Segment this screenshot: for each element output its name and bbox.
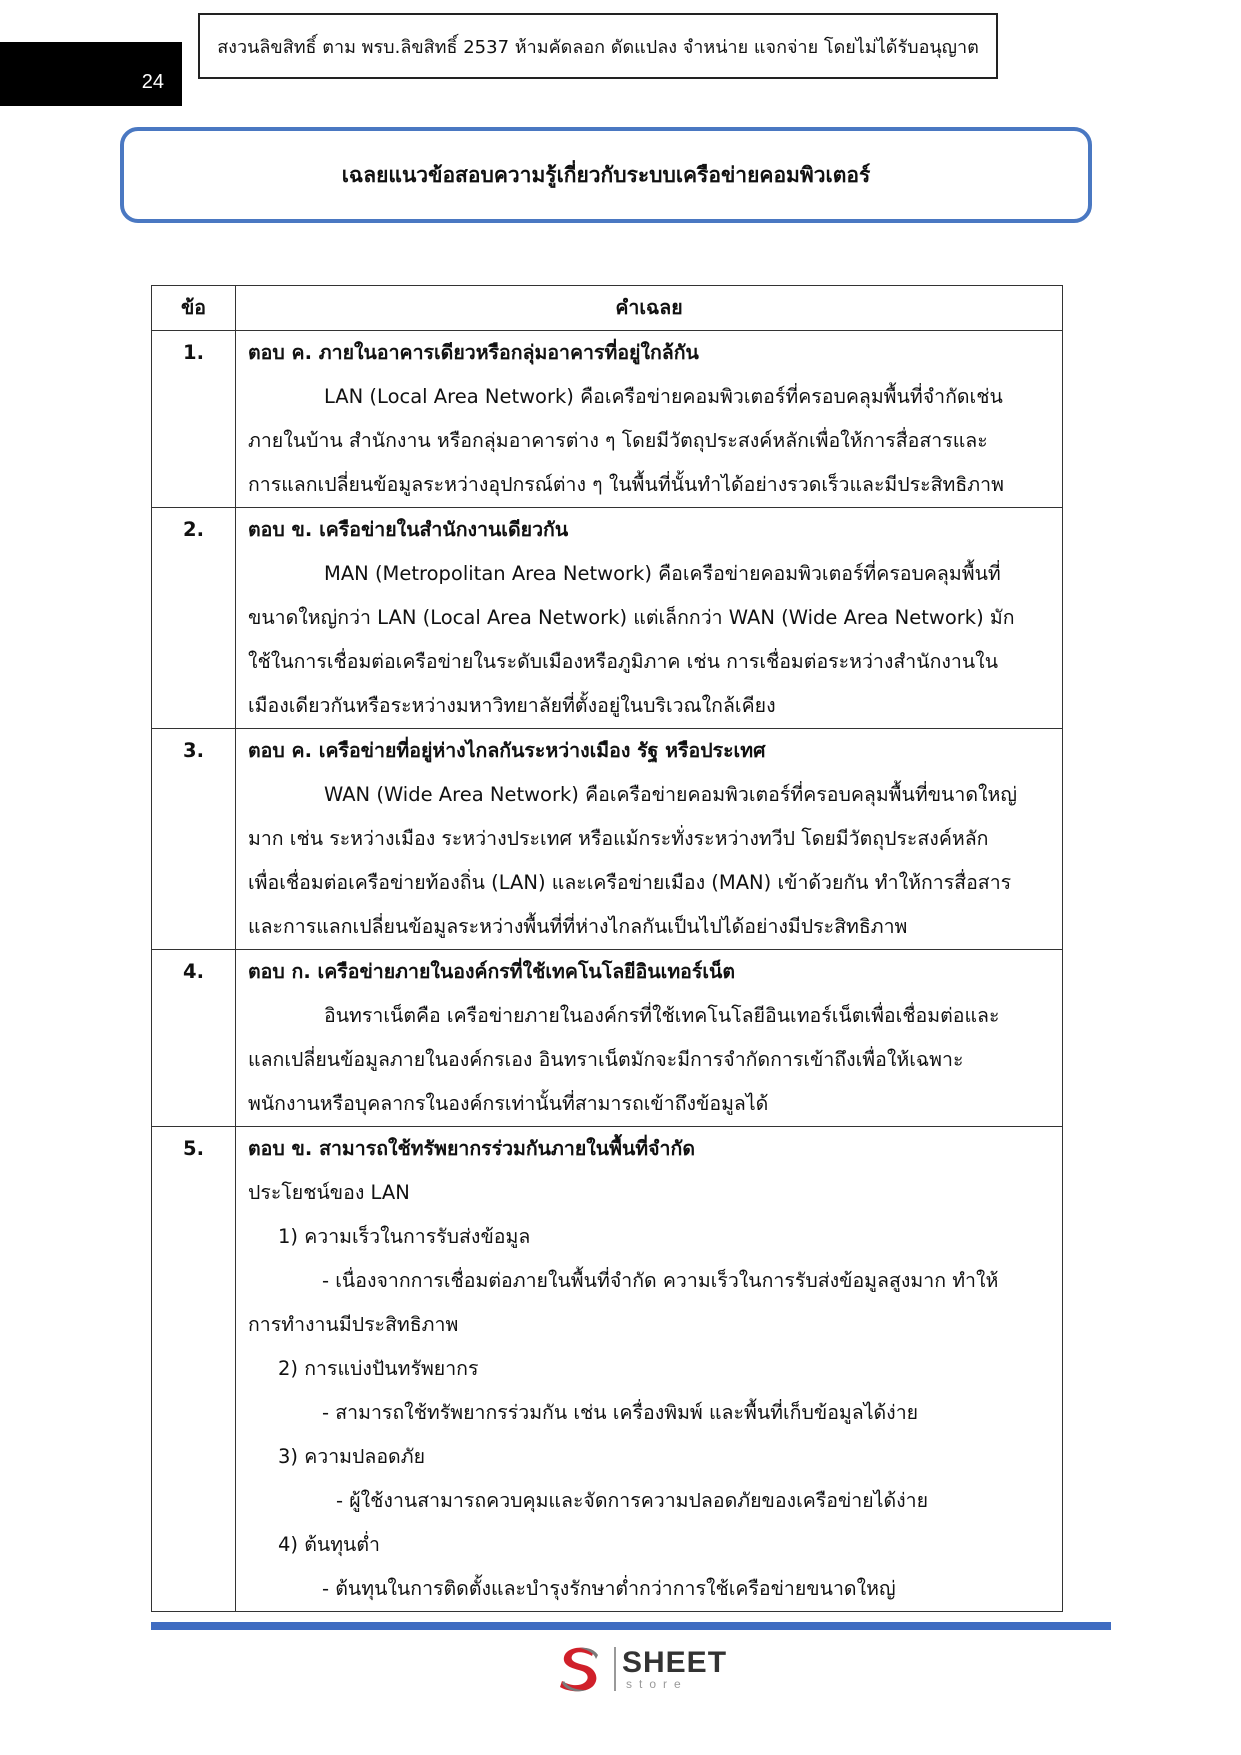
copyright-notice-box	[198, 13, 998, 79]
footer-bar	[151, 1622, 1111, 1630]
answer-cell	[236, 729, 1063, 950]
answer-text: อินทราเน็ตคือ เครือข่ายภายในองค์กรที่ใช้เทคโนโลยีอินเทอร์เน็ตเพื่อเชื่อมต่อและ	[324, 1004, 1000, 1027]
sheet-store-logo	[554, 1642, 727, 1696]
answer-text: WAN (Wide Area Network) คือเครือข่ายคอมพิวเตอร์ที่ครอบคลุมพื้นที่ขนาดใหญ่	[324, 783, 1017, 806]
logo-sheet-text: SHEET	[622, 1646, 728, 1679]
column-header-answer: คำเฉลย	[236, 286, 1063, 331]
answer-choice: ตอบ ก. เครือข่ายภายในองค์กรที่ใช้เทคโนโลยีอินเทอร์เน็ต	[248, 960, 736, 983]
benefits-intro: ประโยชน์ของ LAN	[248, 1181, 410, 1204]
sheet-store-s-icon	[554, 1643, 606, 1695]
answer-choice: ตอบ ข. เครือข่ายในสำนักงานเดียวกัน	[248, 518, 569, 541]
answer-text: MAN (Metropolitan Area Network) คือเครือข่ายคอมพิวเตอร์ที่ครอบคลุมพื้นที่	[324, 562, 1001, 585]
benefit-detail: - สามารถใช้ทรัพยากรร่วมกัน เช่น เครื่องพิมพ์ และพื้นที่เก็บข้อมูลได้ง่าย	[322, 1401, 919, 1424]
benefit-heading: 2) การแบ่งปันทรัพยากร	[278, 1357, 479, 1380]
logo-wordmark	[622, 1648, 727, 1690]
answer-text: ใช้ในการเชื่อมต่อเครือข่ายในระดับเมืองหรือภูมิภาค เช่น การเชื่อมต่อระหว่างสำนักงานใน	[248, 650, 999, 673]
table-row	[152, 1127, 1063, 1612]
benefit-detail: - ผู้ใช้งานสามารถควบคุมและจัดการความปลอดภัยของเครือข่ายได้ง่าย	[336, 1489, 929, 1512]
answer-choice: ตอบ ค. ภายในอาคารเดียวหรือกลุ่มอาคารที่อยู่ใกล้กัน	[248, 341, 699, 364]
table-row	[152, 331, 1063, 508]
answer-cell	[236, 508, 1063, 729]
answer-choice: ตอบ ข. สามารถใช้ทรัพยากรร่วมกันภายในพื้นที่จำกัด	[248, 1137, 695, 1160]
answer-cell	[236, 1127, 1063, 1612]
benefit-heading: 3) ความปลอดภัย	[278, 1445, 425, 1468]
table-header-row	[152, 286, 1063, 331]
benefit-heading: 1) ความเร็วในการรับส่งข้อมูล	[278, 1225, 531, 1248]
table-row	[152, 950, 1063, 1127]
answer-choice: ตอบ ค. เครือข่ายที่อยู่ห่างไกลกันระหว่างเมือง รัฐ หรือประเทศ	[248, 739, 766, 762]
logo-store-text: store	[626, 1677, 688, 1691]
benefit-detail-continued: การทำงานมีประสิทธิภาพ	[248, 1313, 459, 1336]
answer-cell	[236, 950, 1063, 1127]
question-number: 5.	[152, 1127, 236, 1612]
answer-text: พนักงานหรือบุคลากรในองค์กรเท่านั้นที่สามารถเข้าถึงข้อมูลได้	[248, 1092, 769, 1115]
column-header-no: ข้อ	[152, 286, 236, 331]
logo-divider	[614, 1647, 616, 1691]
answer-text: การแลกเปลี่ยนข้อมูลระหว่างอุปกรณ์ต่าง ๆ ในพื้นที่นั้นทำได้อย่างรวดเร็วและมีประสิทธิภาพ	[248, 473, 1004, 496]
question-number: 3.	[152, 729, 236, 950]
copyright-notice: สงวนลิขสิทธิ์ ตาม พรบ.ลิขสิทธิ์ 2537 ห้ามคัดลอก ดัดแปลง จำหน่าย แจกจ่าย โดยไม่ได้รับอนุญาต	[217, 36, 979, 58]
answer-text: ขนาดใหญ่กว่า LAN (Local Area Network) แต่เล็กกว่า WAN (Wide Area Network) มัก	[248, 606, 1015, 629]
question-number: 2.	[152, 508, 236, 729]
benefit-detail: - ต้นทุนในการติดตั้งและบำรุงรักษาต่ำกว่าการใช้เครือข่ายขนาดใหญ่	[322, 1577, 896, 1600]
answer-text: LAN (Local Area Network) คือเครือข่ายคอมพิวเตอร์ที่ครอบคลุมพื้นที่จำกัดเช่น	[324, 385, 1003, 408]
answer-text: ภายในบ้าน สำนักงาน หรือกลุ่มอาคารต่าง ๆ โดยมีวัตถุประสงค์หลักเพื่อให้การสื่อสารและ	[248, 429, 988, 452]
answer-text: เพื่อเชื่อมต่อเครือข่ายท้องถิ่น (LAN) และเครือข่ายเมือง (MAN) เข้าด้วยกัน ทำให้การสื่อสาร	[248, 871, 1012, 894]
table-row	[152, 729, 1063, 950]
answer-table	[151, 285, 1063, 1612]
benefit-heading: 4) ต้นทุนต่ำ	[278, 1533, 381, 1556]
page-number-tab	[0, 42, 182, 106]
answer-text: มาก เช่น ระหว่างเมือง ระหว่างประเทศ หรือแม้กระทั่งระหว่างทวีป โดยมีวัตถุประสงค์หลัก	[248, 827, 989, 850]
question-number: 1.	[152, 331, 236, 508]
benefit-detail: - เนื่องจากการเชื่อมต่อภายในพื้นที่จำกัด ความเร็วในการรับส่งข้อมูลสูงมาก ทำให้	[322, 1269, 999, 1292]
question-number: 4.	[152, 950, 236, 1127]
page-number: 24	[141, 71, 164, 93]
answer-cell	[236, 331, 1063, 508]
answer-text: เมืองเดียวกันหรือระหว่างมหาวิทยาลัยที่ตั้งอยู่ในบริเวณใกล้เคียง	[248, 694, 776, 717]
answer-text: แลกเปลี่ยนข้อมูลภายในองค์กรเอง อินทราเน็ตมักจะมีการจำกัดการเข้าถึงเพื่อให้เฉพาะ	[248, 1048, 964, 1071]
answer-text: และการแลกเปลี่ยนข้อมูลระหว่างพื้นที่ที่ห่างไกลกันเป็นไปได้อย่างมีประสิทธิภาพ	[248, 915, 908, 938]
page-title: เฉลยแนวข้อสอบความรู้เกี่ยวกับระบบเครือข่ายคอมพิวเตอร์	[341, 162, 871, 187]
title-box	[120, 127, 1092, 223]
table-row	[152, 508, 1063, 729]
